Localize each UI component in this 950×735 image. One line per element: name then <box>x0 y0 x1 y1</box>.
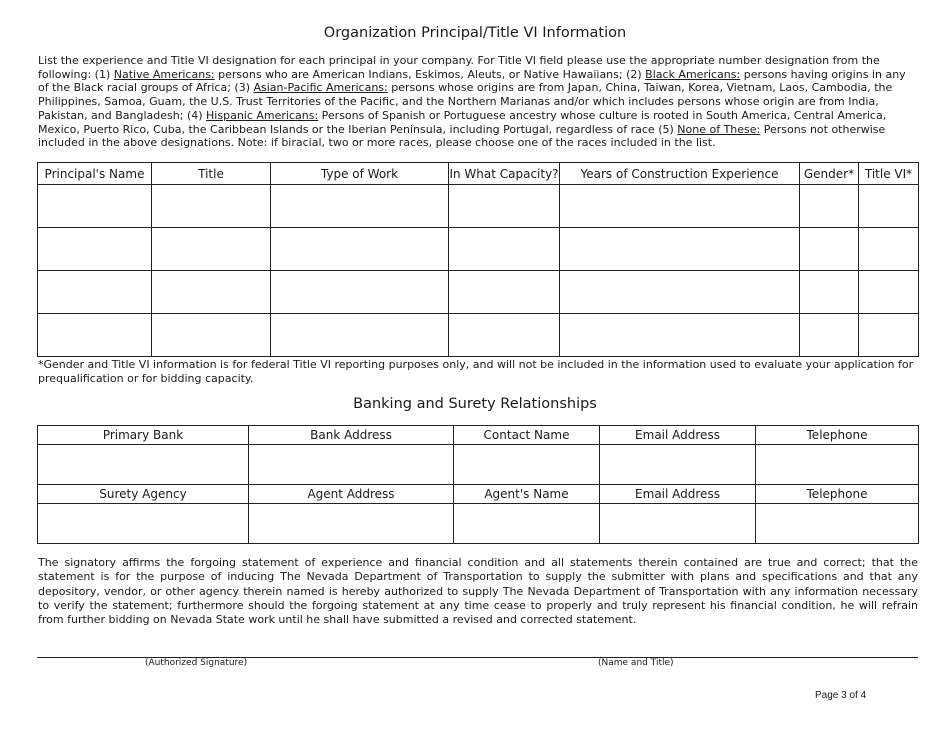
gender-cell[interactable] <box>800 185 859 228</box>
bank-entry-row <box>38 445 919 485</box>
banking-table <box>37 425 919 544</box>
title-cell[interactable] <box>152 314 271 357</box>
bank-header-row <box>38 426 919 445</box>
title-vi-cell[interactable] <box>859 228 919 271</box>
capacity-cell[interactable] <box>449 228 560 271</box>
years-experience-cell[interactable] <box>560 185 800 228</box>
col-contact-name: Contact Name <box>454 426 600 445</box>
surety-agency-cell[interactable] <box>38 504 249 544</box>
agent-address-cell[interactable] <box>249 504 454 544</box>
title-cell[interactable] <box>152 271 271 314</box>
instructions-paragraph <box>38 54 918 150</box>
gender-cell[interactable] <box>800 271 859 314</box>
page-title: Organization Principal/Title VI Information <box>323 25 627 41</box>
asian-pacific-americans-label: Asian-Pacific Americans: <box>253 81 388 95</box>
gender-cell[interactable] <box>800 228 859 271</box>
banking-section-title: Banking and Surety Relationships <box>353 396 597 412</box>
col-principal-name: Principal's Name <box>38 163 152 185</box>
table-row <box>38 271 919 314</box>
col-type-of-work: Type of Work <box>271 163 449 185</box>
primary-bank-cell[interactable] <box>38 445 249 485</box>
intro-text: persons who are American Indians, Eskimos, Aleuts, or Native Hawaiians; (2) <box>214 67 646 81</box>
gender-cell[interactable] <box>800 314 859 357</box>
col-surety-agency: Surety Agency <box>38 485 249 504</box>
bank-email-cell[interactable] <box>600 445 756 485</box>
col-years-experience: Years of Construction Experience <box>560 163 800 185</box>
title-cell[interactable] <box>152 228 271 271</box>
agent-name-cell[interactable] <box>454 504 600 544</box>
col-gender: Gender* <box>800 163 859 185</box>
col-agent-name: Agent's Name <box>454 485 600 504</box>
name-and-title-label: (Name and Title) <box>598 658 674 668</box>
col-bank-address: Bank Address <box>249 426 454 445</box>
none-of-these-label: None of These: <box>677 122 761 136</box>
table-row <box>38 228 919 271</box>
col-agent-address: Agent Address <box>249 485 454 504</box>
years-experience-cell[interactable] <box>560 271 800 314</box>
table-row <box>38 314 919 357</box>
capacity-cell[interactable] <box>449 314 560 357</box>
years-experience-cell[interactable] <box>560 228 800 271</box>
principal-name-cell[interactable] <box>38 185 152 228</box>
page-number: Page 3 of 4 <box>815 690 867 701</box>
hispanic-americans-label: Hispanic Americans: <box>206 108 319 122</box>
type-of-work-cell[interactable] <box>271 185 449 228</box>
title-vi-footnote: *Gender and Title VI information is for federal Title VI reporting purposes only, and will not be included in the information used to evaluate your application for prequalification or for bidding capacity. <box>38 358 914 385</box>
authorized-signature-label: (Authorized Signature) <box>145 658 248 668</box>
intro-text: Persons not otherwise included in the above designations. Note: if biracial, two or more races, please choose one of the races included in the list. <box>38 122 886 150</box>
type-of-work-cell[interactable] <box>271 228 449 271</box>
contact-name-cell[interactable] <box>454 445 600 485</box>
principal-name-cell[interactable] <box>38 271 152 314</box>
col-title: Title <box>152 163 271 185</box>
col-bank-email: Email Address <box>600 426 756 445</box>
capacity-cell[interactable] <box>449 185 560 228</box>
principal-name-cell[interactable] <box>38 228 152 271</box>
type-of-work-cell[interactable] <box>271 271 449 314</box>
capacity-cell[interactable] <box>449 271 560 314</box>
title-vi-cell[interactable] <box>859 314 919 357</box>
col-surety-telephone: Telephone <box>756 485 919 504</box>
bank-address-cell[interactable] <box>249 445 454 485</box>
type-of-work-cell[interactable] <box>271 314 449 357</box>
years-experience-cell[interactable] <box>560 314 800 357</box>
table-row <box>38 185 919 228</box>
title-vi-cell[interactable] <box>859 271 919 314</box>
surety-entry-row <box>38 504 919 544</box>
intro-text: persons having origins in any of the Black racial groups of Africa; (3) <box>38 67 906 95</box>
col-capacity: In What Capacity? <box>449 163 560 185</box>
col-primary-bank: Primary Bank <box>38 426 249 445</box>
surety-email-cell[interactable] <box>600 504 756 544</box>
surety-telephone-cell[interactable] <box>756 504 919 544</box>
intro-text: persons whose origins are from Japan, China, Taiwan, Korea, Vietnam, Laos, Cambodia, the Philippines, Samoa, Guam, the U.S. Trust Territories of the Pacific, and the Northern Marianas and/or which includes persons whose origin are from India, Pakistan, and Bangladesh; (4) <box>38 81 893 122</box>
black-americans-label: Black Americans: <box>645 67 741 81</box>
col-surety-email: Email Address <box>600 485 756 504</box>
bank-telephone-cell[interactable] <box>756 445 919 485</box>
title-vi-cell[interactable] <box>859 185 919 228</box>
intro-text: List the experience and Title VI designation for each principal in your company. For Title VI field please use the appropriate number designation from the following: (1) <box>38 54 880 81</box>
principals-header-row <box>38 163 919 185</box>
title-cell[interactable] <box>152 185 271 228</box>
col-bank-telephone: Telephone <box>756 426 919 445</box>
principals-table <box>37 162 919 357</box>
intro-text: Persons of Spanish or Portuguese ancestry whose culture is rooted in South America, Central America, Mexico, Puerto Rico, Cuba, the Caribbean Islands or the Iberian Peninsula, including Portugal, regardless of race (5) <box>38 108 887 136</box>
affirmation-statement: The signatory affirms the forgoing statement of experience and financial condition and all statements therein contained are true and correct; that the statement is for the purpose of inducing The Nevada Department of Transportation to supply the submitter with plans and specifications and that any depository, vendor, or other agency therein named is hereby authorized to supply The Nevada Department of Transportation with any information necessary to verify the statement; furthermore should the forgoing statement at any time cease to properly and truly represent his financial condition, he will refrain from further bidding on Nevada State work until he shall have submitted a revised and corrected statement. <box>38 556 918 627</box>
surety-header-row <box>38 485 919 504</box>
principal-name-cell[interactable] <box>38 314 152 357</box>
native-americans-label: Native Americans: <box>113 67 215 81</box>
col-title-vi: Title VI* <box>859 163 919 185</box>
